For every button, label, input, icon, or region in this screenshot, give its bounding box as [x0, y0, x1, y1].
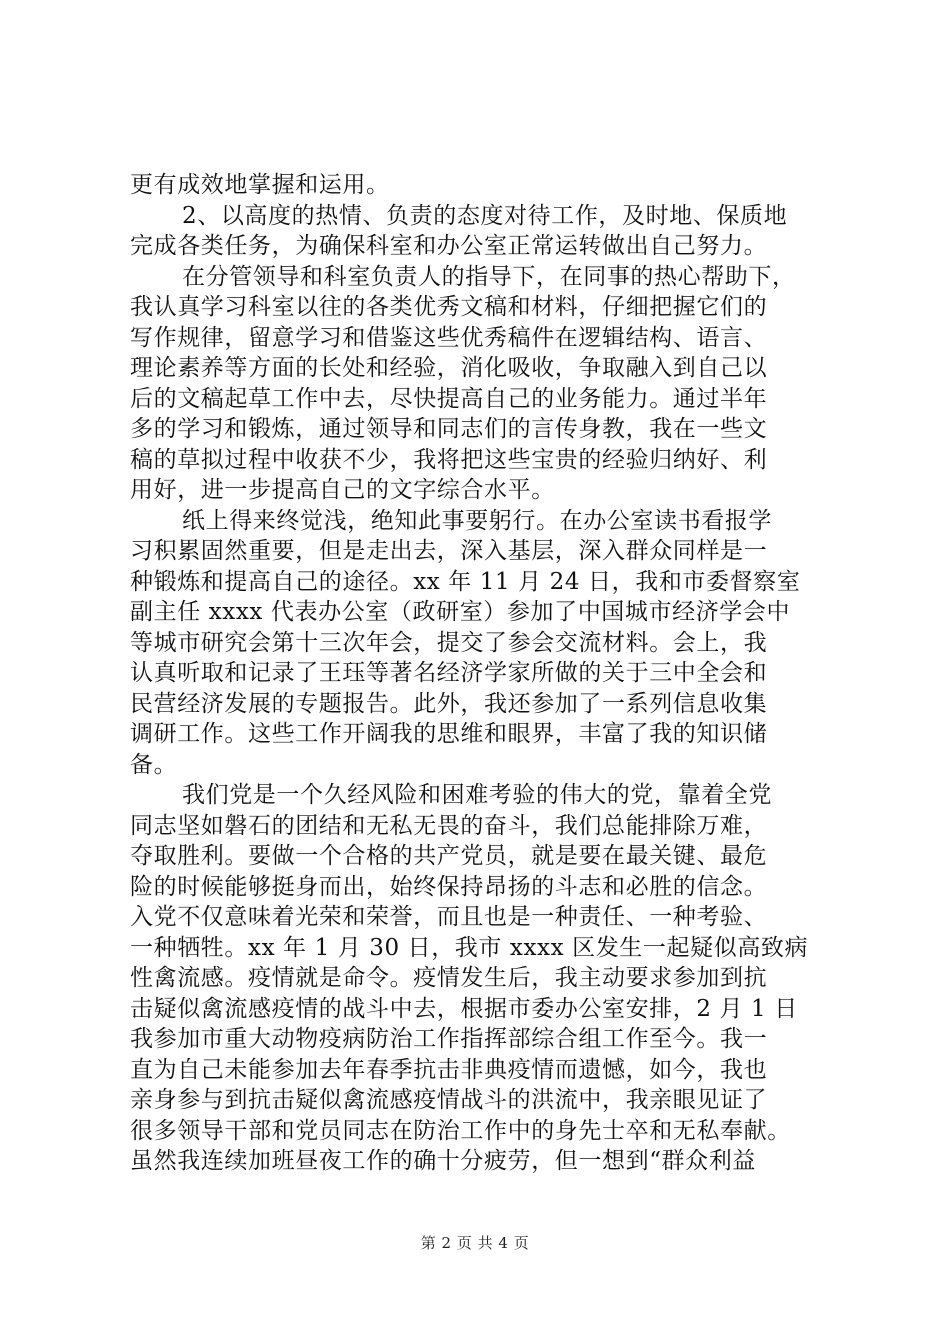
text-line-1: 更有成效地掌握和运用。 [130, 172, 390, 198]
text-line-3: 完成各类任务，为确保科室和办公室正常运转做出自己努力。 [130, 233, 768, 259]
text-line-4: 在分管领导和科室负责人的指导下，在同事的热心帮助下， [182, 263, 796, 290]
text-line-14: 种锻炼和提高自己的途径。xx 年 11 月 24 日，我和市委督察室 [130, 568, 801, 595]
text-line-32: 很多领导干部和党员同志在防治工作中的身先士卒和无私奉献。 [130, 1117, 791, 1144]
text-line-28: 击疑似禽流感疫情的战斗中去，根据市委办公室安排，2 月 1 日 [130, 995, 798, 1022]
text-line-7: 理论素养等方面的长处和经验，消化吸收，争取融入到自己以 [130, 355, 768, 381]
text-line-22: 同志坚如磐石的团结和无私无畏的奋斗，我们总能排除万难， [130, 812, 768, 839]
text-line-27: 性禽流感。疫情就是命令。疫情发生后，我主动要求参加到抗 [130, 965, 768, 991]
text-line-21: 我们党是一个久经风险和困难考验的伟大的党，靠着全党 [182, 782, 772, 808]
text-line-30: 直为自己未能参加去年春季抗击非典疫情而遗憾，如今，我也 [130, 1056, 768, 1083]
text-line-18: 民营经济发展的专题报告。此外，我还参加了一系列信息收集 [130, 690, 768, 717]
text-line-5: 我认真学习科室以往的各类优秀文稿和材料，仔细把握它们的 [130, 294, 768, 320]
text-line-25: 入党不仅意味着光荣和荣誉，而且也是一种责任、一种考验、 [130, 904, 768, 930]
text-line-26: 一种牺牲。xx 年 1 月 30 日，我市 xxxx 区发生一起疑似高致病 [130, 934, 809, 961]
text-line-2: 2、以高度的热情、负责的态度对待工作，及时地、保质地 [182, 202, 788, 229]
text-line-6: 写作规律，留意学习和借鉴这些优秀稿件在逻辑结构、语言、 [130, 324, 768, 351]
text-line-29: 我参加市重大动物疫病防治工作指挥部综合组工作至今。我一 [130, 1026, 768, 1052]
text-line-23: 夺取胜利。要做一个合格的共产党员，就是要在最关键、最危 [130, 843, 768, 869]
text-line-10: 稿的草拟过程中收获不少，我将把这些宝贵的经验归纳好、利 [130, 446, 768, 473]
text-line-33: 虽然我连续加班昼夜工作的确十分疲劳，但一想到“群众利益 [130, 1148, 756, 1174]
text-line-11: 用好，进一步提高自己的文字综合水平。 [130, 477, 555, 503]
page-number-footer: 第 2 页 共 4 页 [420, 1234, 530, 1252]
document-body [130, 170, 830, 1177]
text-line-19: 调研工作。这些工作开阔我的思维和眼界，丰富了我的知识储 [130, 721, 768, 747]
text-line-24: 险的时候能够挺身而出，始终保持昂扬的斗志和必胜的信念。 [130, 873, 768, 900]
text-line-16: 等城市研究会第十三次年会，提交了参会交流材料。会上，我 [130, 629, 768, 656]
text-line-31: 亲身参与到抗击疑似禽流感疫情战斗的洪流中，我亲眼见证了 [130, 1087, 768, 1113]
text-line-20: 备。 [130, 751, 178, 778]
text-line-9: 多的学习和锻炼，通过领导和同志们的言传身教，我在一些文 [130, 416, 768, 442]
text-line-15: 副主任 xxxx 代表办公室（政研室）参加了中国城市经济学会中 [130, 599, 791, 625]
text-line-12: 纸上得来终觉浅，绝知此事要躬行。在办公室读书看报学 [182, 507, 772, 534]
text-line-17: 认真听取和记录了王珏等著名经济学家所做的关于三中全会和 [130, 660, 768, 686]
text-line-13: 习积累固然重要，但是走出去，深入基层，深入群众同样是一 [130, 538, 768, 564]
text-line-8: 后的文稿起草工作中去，尽快提高自己的业务能力。通过半年 [130, 385, 768, 412]
